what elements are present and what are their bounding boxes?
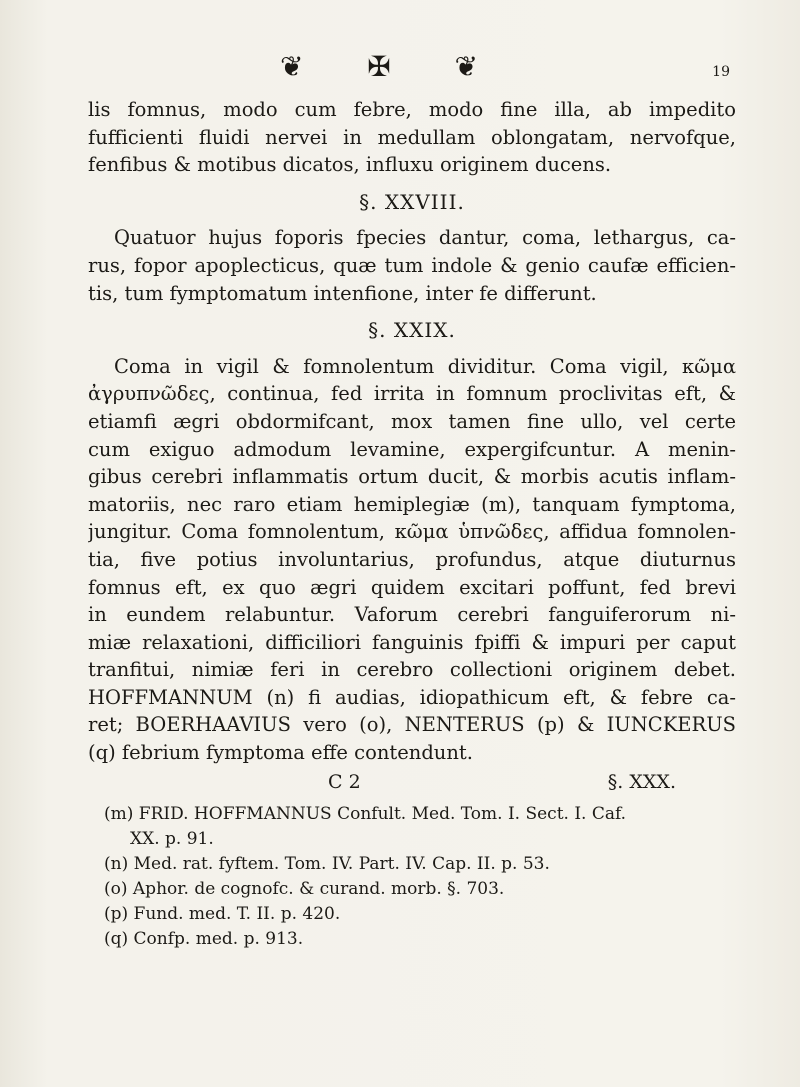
text-line: rus, fopor apoplecticus, quæ tum indole & genio caufæ efficien-	[88, 253, 736, 277]
footnote-m: (m) FRID. HOFFMANNUS Confult. Med. Tom. I. Sect. I. Caf.	[104, 804, 627, 825]
text-line: tia, five potius involuntarius, profundus, atque diuturnus	[88, 547, 736, 571]
text-line: (q) febrium fymptoma effe contendunt.	[88, 741, 473, 765]
body-text	[88, 96, 736, 952]
text-line: tranfitui, nimiæ feri in cerebro collectioni originem debet.	[88, 658, 736, 682]
header-ornament	[280, 50, 480, 83]
text-line: in eundem relabuntur. Vaforum cerebri fanguiferorum ni-	[88, 603, 736, 627]
footnotes	[88, 802, 736, 952]
text-line: etiamfi ægri obdormifcant, mox tamen fine ullo, vel certe	[88, 409, 736, 433]
text-line: tis, tum fymptomatum intenfione, inter fe differunt.	[88, 281, 597, 305]
section-heading-29: §. XXIX.	[368, 318, 456, 343]
cross-ornament-icon: ✠	[367, 50, 393, 83]
signature-mark: C 2	[328, 770, 361, 793]
fleuron-left-icon: ❦	[280, 50, 306, 83]
footnote-m-continued: XX. p. 91.	[130, 829, 214, 850]
footnote-p: (p) Fund. med. T. II. p. 420.	[104, 904, 341, 925]
footnote-o: (o) Aphor. de cognofc. & curand. morb. §. 703.	[104, 879, 505, 900]
text-line: miæ relaxationi, difficiliori fanguinis fpiffi & impuri per caput	[88, 630, 736, 654]
text-line: fufficienti fluidi nervei in medullam oblongatam, nervofque,	[88, 125, 736, 149]
catchword: §. XXX.	[607, 770, 676, 793]
text-line: cum exiguo admodum levamine, expergifcuntur. A menin-	[88, 437, 736, 461]
text-line: HOFFMANNUM (n) fi audias, idiopathicum eft, & febre ca-	[88, 685, 736, 709]
text-line: gibus cerebri inflammatis ortum ducit, & morbis acutis inflam-	[88, 465, 736, 489]
text-line: matoriis, nec raro etiam hemiplegiæ (m), tanquam fymptoma,	[88, 492, 736, 516]
text-line: jungitur. Coma fomnolentum, κῶμα ὑπνῶδες, affidua fomnolen-	[88, 520, 736, 544]
text-line: Coma in vigil & fomnolentum dividitur. Coma vigil, κῶμα	[114, 354, 736, 378]
footnote-n: (n) Med. rat. fyftem. Tom. IV. Part. IV. Cap. II. p. 53.	[104, 854, 550, 875]
text-line: fenfibus & motibus dicatos, influxu originem ducens.	[88, 153, 612, 177]
page-number: 19	[712, 64, 730, 80]
text-line: Quatuor hujus foporis fpecies dantur, coma, lethargus, ca-	[114, 226, 736, 250]
section-heading-28: §. XXVIII.	[359, 189, 465, 214]
footnote-q: (q) Confp. med. p. 913.	[104, 929, 304, 950]
text-line: ret; BOERHAAVIUS vero (o), NENTERUS (p) & IUNCKERUS	[88, 713, 736, 737]
text-line: ἀγρυπνῶδες, continua, fed irrita in fomnum proclivitas eft, &	[88, 382, 736, 406]
fleuron-right-icon: ❦	[454, 50, 480, 83]
text-line: lis fomnus, modo cum febre, modo fine illa, ab impedito	[88, 98, 736, 121]
signature-row	[88, 769, 736, 797]
text-line: fomnus eft, ex quo ægri quidem excitari poffunt, fed brevi	[88, 575, 736, 599]
